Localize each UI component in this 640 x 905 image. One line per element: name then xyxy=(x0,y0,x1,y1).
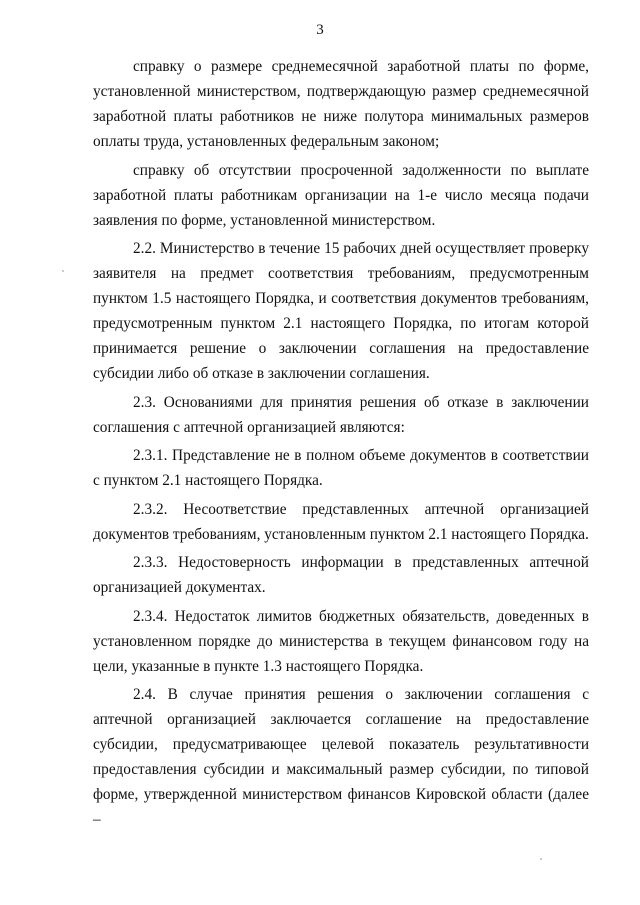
paragraph-2-2: 2.2. Министерство в течение 15 рабочих дней осуществляет проверку заявителя на предмет соответствия требованиям, предусмотренным пунктом 1.5 настоящего Порядка, и соответствия документов требованиям, предусмотренным пунктом 2.1 настоящего Порядка, по итогам которой принимается решение о заключении соглашения на предоставление субсидии либо об отказе в заключении соглашения. xyxy=(93,240,589,382)
paragraph-arrears-certificate: справку об отсутствии просроченной задолженности по выплате заработной платы работникам организации на 1-е число месяца подачи заявления по форме, установленной министерством. xyxy=(93,161,589,229)
paragraph-salary-certificate: справку о размере среднемесячной заработной платы по форме, установленной министерством, подтверждающую размер среднемесячной заработной платы работников не ниже полутора минимальных размеров оплаты труда, установленных федеральным законом; xyxy=(93,58,589,150)
paragraph-2-3-4: 2.3.4. Недостаток лимитов бюджетных обязательств, доведенных в установленном порядке до министерства в текущем финансовом году на цели, указанные в пункте 1.3 настоящего Порядка. xyxy=(93,607,589,675)
page-number: 3 xyxy=(316,22,324,38)
scan-speck xyxy=(62,270,64,272)
paragraph-2-3-1: 2.3.1. Представление не в полном объеме документов в соответствии с пунктом 2.1 настоящего Порядка. xyxy=(93,447,589,489)
scan-speck xyxy=(540,858,542,860)
paragraph-2-3-3: 2.3.3. Недостоверность информации в представленных аптечной организацией документах. xyxy=(93,554,589,596)
paragraph-2-3: 2.3. Основаниями для принятия решения об отказе в заключении соглашения с аптечной организацией являются: xyxy=(93,393,589,436)
paragraph-2-3-2: 2.3.2. Несоответствие представленных аптечной организацией документов требованиям, установленным пунктом 2.1 настоящего Порядка. xyxy=(93,500,589,543)
paragraph-2-4: 2.4. В случае принятия решения о заключении соглашения с аптечной организацией заключается соглашение на предоставление субсидии, предусматривающее целевой показатель результативности предоставления субсидии и максимальный размер субсидии, по типовой форме, утвержденной министерством финансов Кировской области (далее – xyxy=(93,686,589,828)
document-body xyxy=(93,54,589,836)
